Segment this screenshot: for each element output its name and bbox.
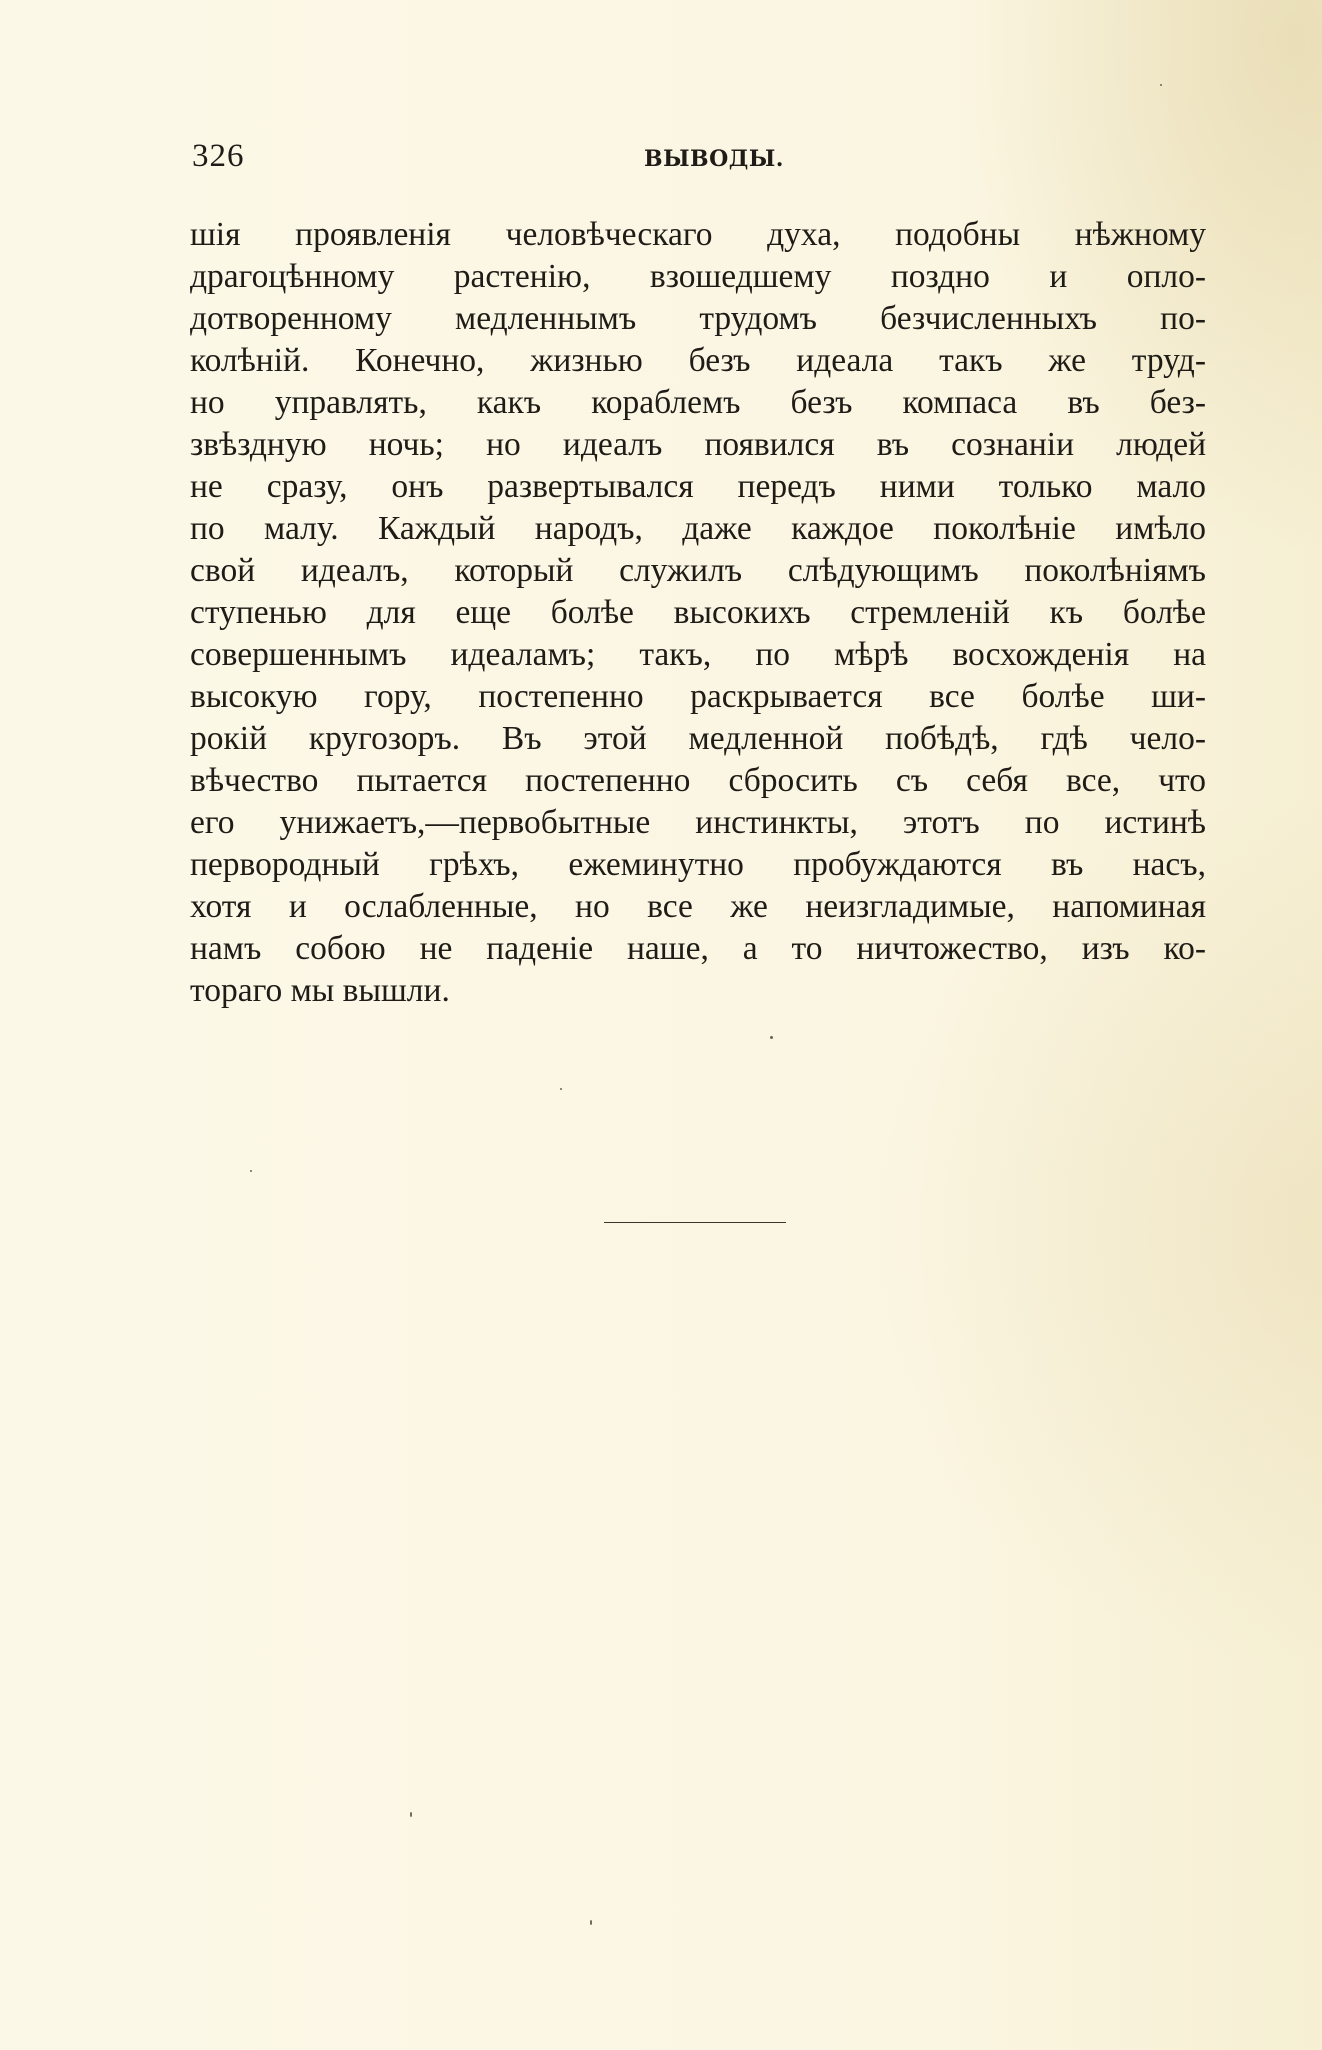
text-line: совершеннымъ идеаламъ; такъ, по мѣрѣ восхожденія на (190, 636, 1206, 673)
paper-speck (1160, 84, 1162, 86)
paper-speck (250, 1170, 252, 1172)
paper-speck (590, 1920, 592, 1925)
text-line: намъ собою не паденіе наше, а то ничтожество, изъ ко- (190, 930, 1206, 967)
body-text (190, 214, 1206, 1012)
paper-speck (410, 1812, 412, 1817)
text-line: его унижаетъ,—первобытные инстинкты, этотъ по истинѣ (190, 804, 1206, 841)
text-line: не сразу, онъ развертывался передъ ними только мало (190, 468, 1206, 505)
text-line: высокую гору, постепенно раскрывается все болѣе ши- (190, 678, 1206, 715)
text-line: первородный грѣхъ, ежеминутно пробуждаются въ насъ, (190, 846, 1206, 883)
page-number: 326 (192, 138, 245, 174)
running-title: ВЫВОДЫ. (644, 146, 784, 172)
paper-speck (770, 1036, 773, 1039)
section-end-rule (604, 1222, 786, 1223)
paper-speck (560, 1088, 562, 1090)
text-line: колѣній. Конечно, жизнью безъ идеала такъ же труд- (190, 342, 1206, 379)
text-line: ступенью для еще болѣе высокихъ стремленій къ болѣе (190, 594, 1206, 631)
text-line: дотворенному медленнымъ трудомъ безчисленныхъ по- (190, 300, 1206, 337)
running-head (192, 138, 1202, 178)
text-line: драгоцѣнному растенію, взошедшему поздно и опло- (190, 258, 1206, 295)
text-line: шія проявленія человѣческаго духа, подобны нѣжному (190, 216, 1206, 253)
text-line: звѣздную ночь; но идеалъ появился въ сознаніи людей (190, 426, 1206, 463)
text-line-last: тораго мы вышли. (190, 972, 450, 1009)
text-line: свой идеалъ, который служилъ слѣдующимъ поколѣніямъ (190, 552, 1206, 589)
text-line: хотя и ослабленные, но все же неизгладимые, напоминая (190, 888, 1206, 925)
text-line: по малу. Каждый народъ, даже каждое поколѣніе имѣло (190, 510, 1206, 547)
text-line: вѣчество пытается постепенно сбросить съ себя все, что (190, 762, 1206, 799)
text-line: рокій кругозоръ. Въ этой медленной побѣдѣ, гдѣ чело- (190, 720, 1206, 757)
text-line: но управлять, какъ кораблемъ безъ компаса въ без- (190, 384, 1206, 421)
